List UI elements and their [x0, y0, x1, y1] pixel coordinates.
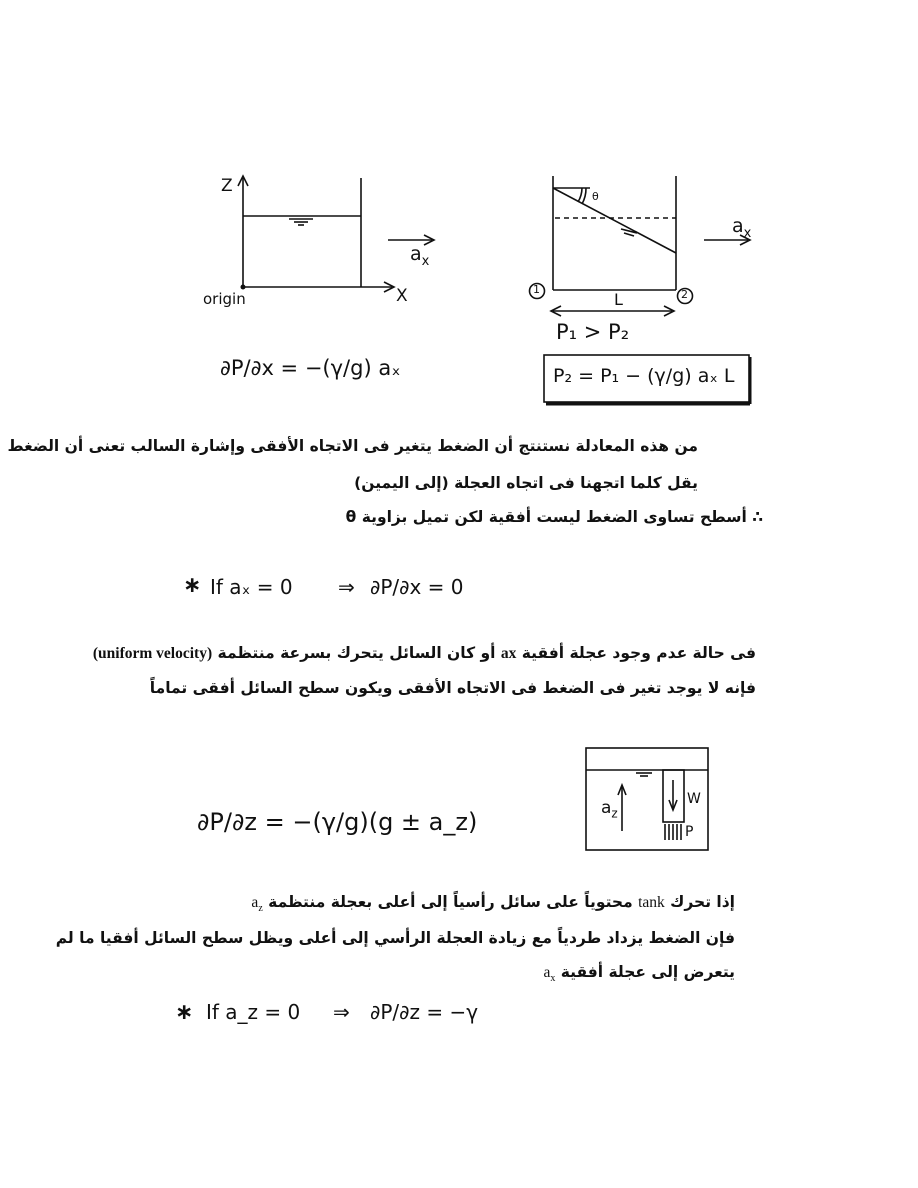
case2-result: ∂P/∂z = −γ	[370, 1000, 479, 1024]
theta-label: θ	[592, 190, 599, 203]
para2-line1: فى حالة عدم وجود عجلة أفقية ax أو كان السائل يتحرك بسرعة منتظمة (uniform velocity)	[92, 644, 756, 662]
implies-arrow-2: ⇒	[333, 1000, 350, 1024]
case1-result: ∂P/∂x = 0	[370, 575, 464, 599]
implies-arrow-1: ⇒	[338, 575, 355, 599]
para2-line2: فإنه لا يوجد تغير فى الضغط فى الاتجاه الأفقى ويكون سطح السائل أفقى تماماً	[149, 679, 756, 697]
origin-label: origin	[203, 290, 246, 308]
pressure-label: P	[685, 824, 694, 840]
equation-dp-dx: ∂P/∂x = −(γ/g) aₓ	[220, 356, 401, 380]
accel-label-right: $a_x$	[732, 215, 752, 241]
para3-line3: يتعرض إلى عجلة أفقية $a_x$	[543, 963, 735, 985]
pressure-inequality: P₁ > P₂	[556, 320, 630, 344]
para1-line2: يقل كلما اتجهنا فى اتجاه العجلة (إلى اليمين)	[354, 474, 698, 492]
star-bullet-2: ∗	[175, 1000, 194, 1025]
case2-condition: If a_z = 0	[206, 1000, 301, 1024]
equation-dp-dz: ∂P/∂z = −(γ/g)(g ± a_z)	[197, 808, 478, 836]
para3-line1: إذا تحرك tank محتوياً على سائل رأسياً إلى أعلى بعجلة منتظمة $a_z$	[251, 893, 735, 915]
therefore-symbol: ∴	[752, 508, 763, 526]
accel-label-left: $a_x$	[410, 243, 430, 269]
case1-condition: If aₓ = 0	[210, 575, 293, 599]
point-2-label: 2	[681, 288, 688, 301]
z-axis-label: Z	[221, 176, 233, 196]
x-axis-label: X	[396, 286, 408, 306]
az-label: $a_z$	[601, 798, 618, 821]
boxed-equation: P₂ = P₁ − (γ/g) aₓ L	[553, 365, 735, 387]
para1-line1: من هذه المعادلة نستنتج أن الضغط يتغير فى الاتجاه الأفقى وإشارة السالب تعنى أن الضغط	[7, 437, 698, 455]
point-1-label: 1	[533, 283, 540, 296]
para3-line2: فإن الضغط يزداد طردياً مع زيادة العجلة الرأسي إلى أعلى ويظل سطح السائل أفقيا ما لم	[55, 929, 735, 947]
para1-line3: ∴ أسطح تساوى الضغط ليست أفقية لكن تميل بزاوية θ	[345, 508, 763, 526]
length-label: L	[614, 290, 623, 309]
star-bullet-1: ∗	[183, 573, 202, 598]
weight-label: W	[687, 791, 701, 807]
